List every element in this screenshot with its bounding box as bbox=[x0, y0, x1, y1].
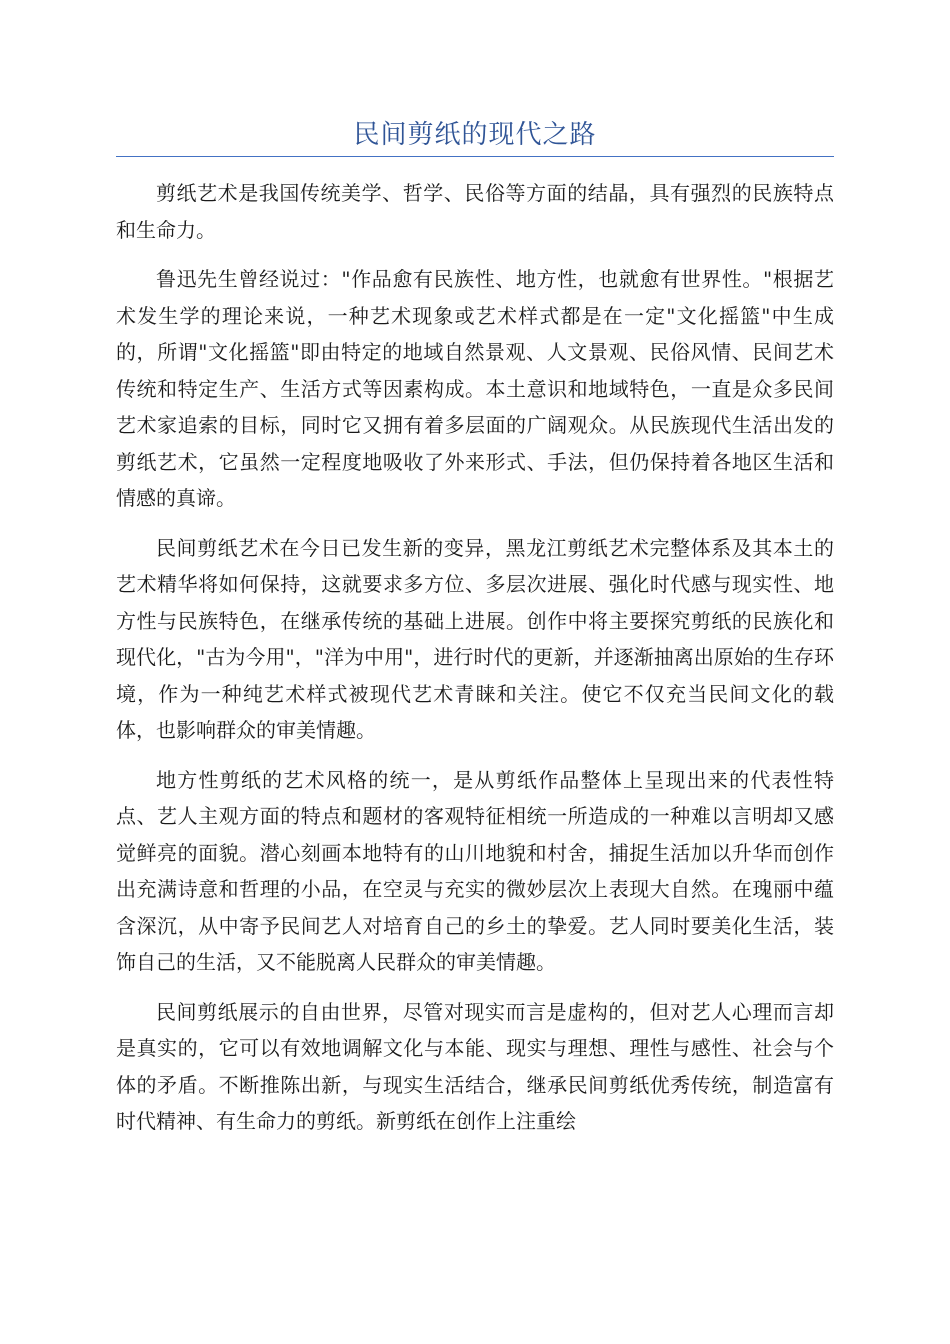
title-underline bbox=[116, 156, 834, 157]
paragraph-5: 民间剪纸展示的自由世界，尽管对现实而言是虚构的，但对艺人心理而言却是真实的，它可以有效地调解文化与本能、现实与理想、理性与感性、社会与个体的矛盾。不断推陈出新，与现实生活结合，继承民间剪纸优秀传统，制造富有时代精神、有生命力的剪纸。新剪纸在创作上注重绘 bbox=[116, 999, 834, 1133]
paragraph-3: 民间剪纸艺术在今日已发生新的变异，黑龙江剪纸艺术完整体系及其本土的艺术精华将如何保持，这就要求多方位、多层次进展、强化时代感与现实性、地方性与民族特色，在继承传统的基础上进展。创作中将主要探究剪纸的民族化和现代化，"古为今用"，"洋为中用"，进行时代的更新，并逐渐抽离出原始的生存环境，作为一种纯艺术样式被现代艺术青睐和关注。使它不仅充当民间文化的载体，也影响群众的审美情趣。 bbox=[116, 535, 834, 742]
page-title: 民间剪纸的现代之路 bbox=[353, 120, 597, 150]
paragraph-1: 剪纸艺术是我国传统美学、哲学、民俗等方面的结晶，具有强烈的民族特点和生命力。 bbox=[116, 181, 834, 242]
paragraph-4: 地方性剪纸的艺术风格的统一，是从剪纸作品整体上呈现出来的代表性特点、艺人主观方面的特点和题材的客观特征相统一所造成的一种难以言明却又感觉鲜亮的面貌。潜心刻画本地特有的山川地貌和村舍，捕捉生活加以升华而创作出充满诗意和哲理的小品，在空灵与充实的微妙层次上表现大自然。在瑰丽中蕴含深沉，从中寄予民间艺人对培育自己的乡土的挚爱。艺人同时要美化生活，装饰自己的生活，又不能脱离人民群众的审美情趣。 bbox=[116, 767, 834, 974]
paragraph-2: 鲁迅先生曾经说过："作品愈有民族性、地方性，也就愈有世界性。"根据艺术发生学的理论来说，一种艺术现象或艺术样式都是在一定"文化摇篮"中生成的，所谓"文化摇篮"即由特定的地域自然景观、人文景观、民俗风情、民间艺术传统和特定生产、生活方式等因素构成。本土意识和地域特色，一直是众多民间艺术家追索的目标，同时它又拥有着多层面的广阔观众。从民族现代生活出发的剪纸艺术，它虽然一定程度地吸收了外来形式、手法，但仍保持着各地区生活和情感的真谛。 bbox=[116, 267, 834, 510]
document-body bbox=[116, 175, 834, 1140]
